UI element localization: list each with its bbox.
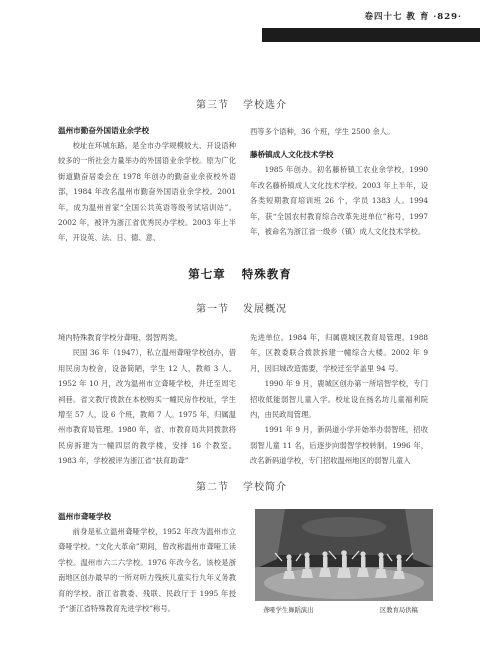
section1-number: 第一节 xyxy=(196,304,229,315)
section1-title xyxy=(196,300,287,315)
section1-right-column xyxy=(250,330,428,469)
school-entry-title: 温州市聋哑学校 xyxy=(58,512,112,521)
entry1-continued: 西等多个语种，36 个班，学生 2500 余人。 xyxy=(250,127,395,136)
section1-heading: 发展概况 xyxy=(243,304,287,315)
section3-right-column xyxy=(250,124,428,239)
section2-left-column xyxy=(58,510,236,616)
entry1-body: 校址在环城东路。是全市办学规模较大、开设语种较多的一所社会力量举办的外国语业余学校。原为广化街道勤奋居委会在 1978 年创办的勤奋业余夜校外语部，1984 年改名温州市勤奋外国语业余学校。2001 年，成为温州首家“全国公共英语等级考试培训站”。2002 年，被评为浙江省优秀民办学校。2003 年上半年，开设英、法、日、德、意、 xyxy=(58,141,236,243)
section2-heading: 学校简介 xyxy=(243,482,287,493)
chapter-number: 第七章 xyxy=(188,267,226,281)
photo-caption: 聋哑学生舞蹈演出 xyxy=(263,607,314,614)
chapter-title xyxy=(0,266,480,282)
header-band xyxy=(262,28,480,42)
school-entry-body: 前身是私立温州聋哑学校，1952 年改为温州市立聋哑学校。“文化大革命”期间，曾改称温州市聋哑工读学校。温州市六二六学校。1976 年改今名。该校是浙南地区创办最早的一所对听力残疾儿童实行九年义务教育的学校。浙江省教委、残联、民政厅于 1995 年授予“浙江省特殊教育先进学校”称号。 xyxy=(58,527,236,614)
section3-left-column xyxy=(58,124,236,246)
section2-number: 第二节 xyxy=(196,482,229,493)
running-head: 卷四十七 教 育 ·829· xyxy=(364,12,462,22)
entry2-body: 1985 年创办。初名藤桥镇工农业余学校，1990 年改名藤桥镇成人文化技术学校。2003 年上半年，设各类短期教育培训班 26 个，学员 1383 人。1994 年，获“全国农村教育综合改革先进单位”称号，1997 年，被命名为浙江省一级乡（镇）成人文化技术学校。 xyxy=(250,165,428,237)
entry2-title: 藤桥镇成人文化技术学校 xyxy=(250,150,334,160)
section1-paragraph-continued: 先进单位。1984 年，归属鹿城区教育局管理。1988 年，区教委联合拨款拆建一幢综合大楼。2002 年 9 月，因旧城改造需要，学校迁至学盖里 94 号。 xyxy=(250,333,428,373)
dance-performance-photo xyxy=(255,509,433,601)
photo-credit: 区教育局供稿 xyxy=(380,607,418,614)
section3-number: 第三节 xyxy=(196,100,229,111)
section1-paragraph-3: 1991 年 9 月，新码道小学开始举办弱智班，招收弱智儿童 11 名，后逐步向弱智学校转制。1996 年，改名新码道学校，专门招收温州地区的弱智儿童入 xyxy=(250,425,428,466)
section3-title xyxy=(196,96,287,111)
entry1-title: 温州市勤奋外国语业余学校 xyxy=(58,126,150,135)
section1-intro: 境内特殊教育学校分聋哑、弱智两类。 xyxy=(58,333,183,342)
section1-paragraph-1: 民国 36 年（1947），私立温州聋哑学校创办，借用民房为校舍，设备简陋，学生 12 人，教师 3 人。1952 年 10 月，改为温州市立聋哑学校，并迁至周宅祠巷。省文教厅拨款在本校购买一幢民房作校址，学生增至 57 人，设 6 个班，教师 7 人。1975 年，归属温州市教育局管理。1980 年，省、市教育局共同拨款将民房拆建为一幢四层的教学楼，安排 16 个教室。1983 年，学校被评为浙江省“扶育助聋” xyxy=(58,348,236,466)
section1-left-column xyxy=(58,330,236,469)
section1-paragraph-2: 1990 年 9 月，鹿城区创办第一所培智学校，专门招收低能弱智儿童入学。校址设在扬名坊儿童福利院内，由民政局管理。 xyxy=(250,379,428,420)
section3-heading: 学校选介 xyxy=(243,100,287,111)
chapter-heading: 特殊教育 xyxy=(241,267,292,281)
section2-title xyxy=(196,478,287,493)
photo-illustration xyxy=(255,509,433,601)
